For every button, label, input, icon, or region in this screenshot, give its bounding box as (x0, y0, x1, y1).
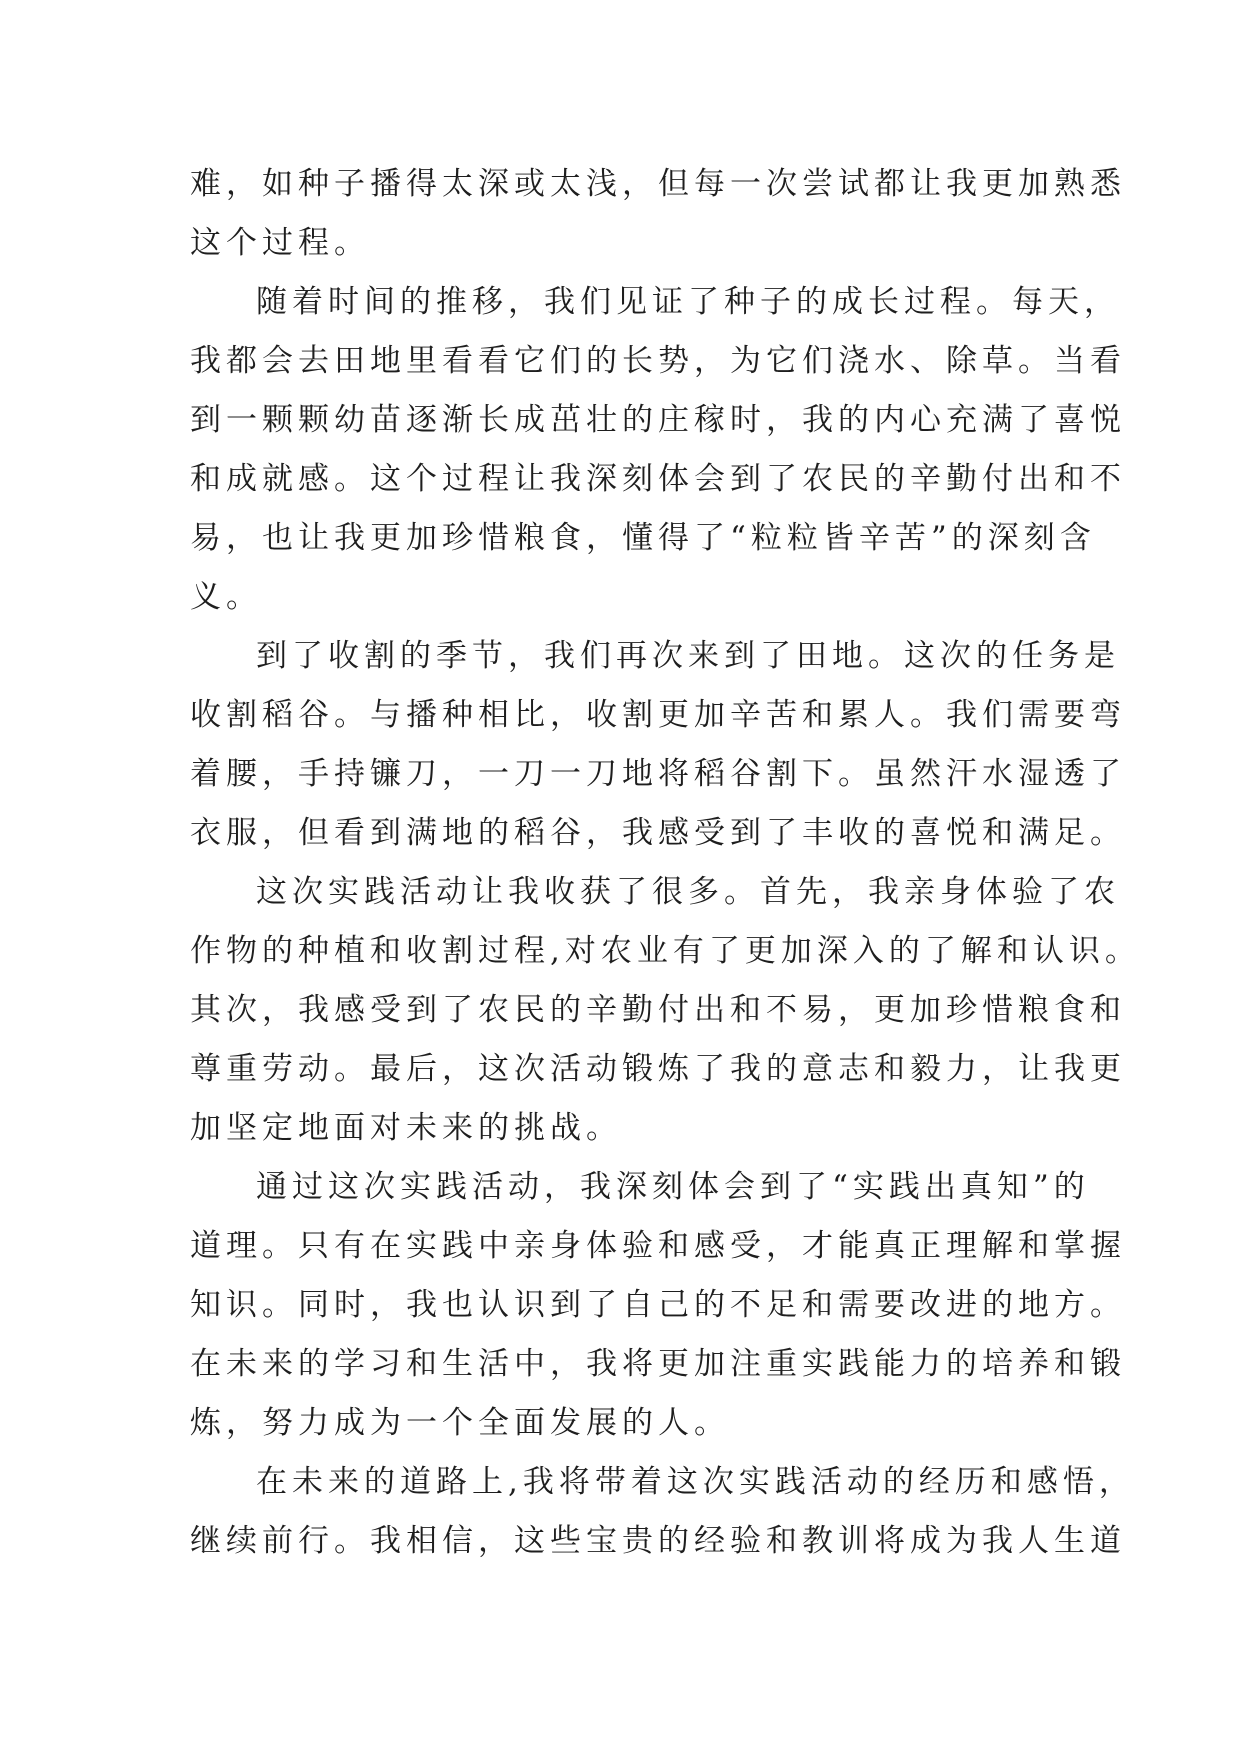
text-line: 这个过程。 (190, 225, 370, 261)
text-line: 和成就感。这个过程让我深刻体会到了农民的辛勤付出和不 (190, 461, 1126, 497)
text-line: 炼，努力成为一个全面发展的人。 (190, 1405, 730, 1441)
text-line: 知识。同时，我也认识到了自己的不足和需要改进的地方。 (190, 1287, 1126, 1323)
paragraph-start-line: 通过这次实践活动，我深刻体会到了“实践出真知”的 (256, 1169, 1090, 1205)
text-line: 尊重劳动。最后，这次活动锻炼了我的意志和毅力，让我更 (190, 1051, 1126, 1087)
text-line: 作物的种植和收割过程,对农业有了更加深入的了解和认识。 (190, 933, 1141, 969)
paragraph-start-line: 到了收割的季节，我们再次来到了田地。这次的任务是 (256, 638, 1120, 674)
paragraph-start-line: 这次实践活动让我收获了很多。首先，我亲身体验了农 (256, 874, 1120, 910)
document-body (190, 155, 1141, 1571)
text-line: 易，也让我更加珍惜粮食，懂得了“粒粒皆辛苦”的深刻含 (190, 520, 1096, 556)
text-line: 我都会去田地里看看它们的长势，为它们浇水、除草。当看 (190, 343, 1126, 379)
text-line: 加坚定地面对未来的挑战。 (190, 1110, 622, 1146)
text-line: 收割稻谷。与播种相比，收割更加辛苦和累人。我们需要弯 (190, 697, 1126, 733)
text-line: 其次，我感受到了农民的辛勤付出和不易，更加珍惜粮食和 (190, 992, 1126, 1028)
text-line: 难，如种子播得太深或太浅，但每一次尝试都让我更加熟悉 (190, 166, 1126, 202)
paragraph-start-line: 随着时间的推移，我们见证了种子的成长过程。每天， (256, 284, 1120, 320)
paragraph-start-line: 在未来的道路上,我将带着这次实践活动的经历和感悟， (256, 1464, 1135, 1500)
text-line: 着腰，手持镰刀，一刀一刀地将稻谷割下。虽然汗水湿透了 (190, 756, 1126, 792)
text-line: 道理。只有在实践中亲身体验和感受，才能真正理解和掌握 (190, 1228, 1126, 1264)
text-line: 义。 (190, 579, 262, 615)
text-line: 继续前行。我相信，这些宝贵的经验和教训将成为我人生道 (190, 1523, 1126, 1559)
text-line: 到一颗颗幼苗逐渐长成茁壮的庄稼时，我的内心充满了喜悦 (190, 402, 1126, 438)
text-line: 在未来的学习和生活中，我将更加注重实践能力的培养和锻 (190, 1346, 1126, 1382)
text-line: 衣服，但看到满地的稻谷，我感受到了丰收的喜悦和满足。 (190, 815, 1126, 851)
